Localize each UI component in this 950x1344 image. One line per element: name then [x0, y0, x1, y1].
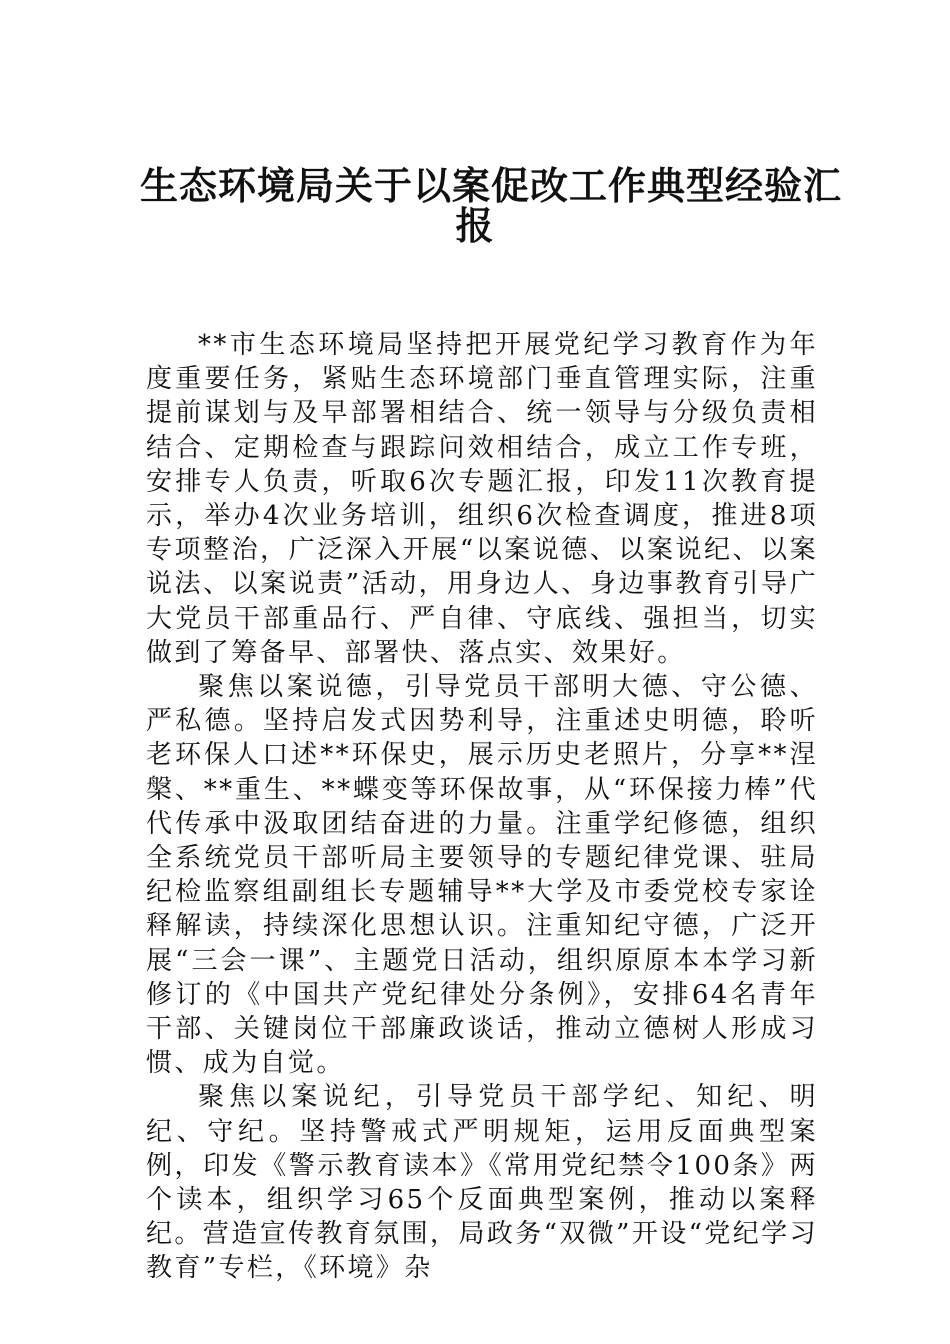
paragraph-moral-cases: 聚焦以案说德，引导党员干部明大德、守公德、严私德。坚持启发式因势利导，注重述史明德，聆听老环保人口述**环保史，展示历史老照片，分享**涅槃、**重生、**蝶变等环保故事，从“环保接力棒”代代传承中汲取团结奋进的力量。注重学纪修德，组织全系统党员干部听局主要领导的专题纪律党课、驻局纪检监察组副组长专题辅导**大学及市委党校专家诠释解读，持续深化思想认识。注重知纪守德，广泛开展“三会一课”、主题党日活动，组织原原本本学习新修订的《中国共产党纪律处分条例》，安排64名青年干部、关键岗位干部廉政谈话，推动立德树人形成习惯、成为自觉。 — [146, 672, 818, 1079]
document-title-line-1: 生态环境局关于以案促改工作典型经验汇 — [140, 163, 843, 208]
document-body — [146, 328, 818, 1286]
paragraph-discipline-cases: 聚焦以案说纪，引导党员干部学纪、知纪、明纪、守纪。坚持警戒式严明规矩，运用反面典型案例，印发《警示教育读本》《常用党纪禁令100条》两个读本，组织学习65个反面典型案例，推动以案释纪。营造宣传教育氛围，局政务“双微”开设“党纪学习教育”专栏，《环境》杂 — [146, 1082, 818, 1284]
document-title-line-2: 报 — [455, 203, 495, 248]
paragraph-intro: **市生态环境局坚持把开展党纪学习教育作为年度重要任务，紧贴生态环境部门垂直管理实际，注重提前谋划与及早部署相结合、统一领导与分级负责相结合、定期检查与跟踪问效相结合，成立工作专班，安排专人负责，听取6次专题汇报，印发11次教育提示，举办4次业务培训，组织6次检查调度，推进8项专项整治，广泛深入开展“以案说德、以案说纪、以案说法、以案说责”活动，用身边人、身边事教育引导广大党员干部重品行、严自律、守底线、强担当，切实做到了筹备早、部署快、落点实、效果好。 — [146, 330, 818, 668]
